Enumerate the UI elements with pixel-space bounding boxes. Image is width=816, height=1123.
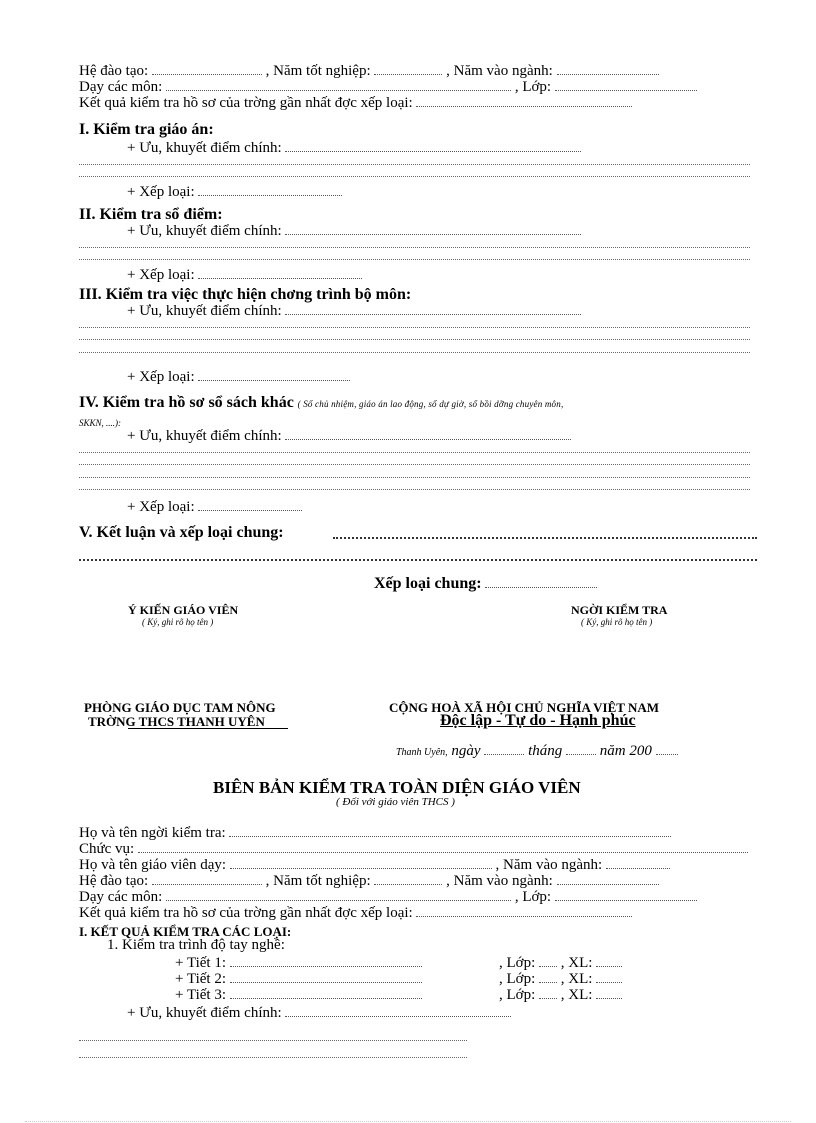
- section-1-pros-label: + Ưu, khuyết điểm chính:: [127, 140, 282, 156]
- training-line: [79, 64, 659, 79]
- overall-rank-blank[interactable]: [485, 578, 597, 588]
- nation-line-2: Độc lập - Tự do - Hạnh phúc: [440, 712, 636, 729]
- class-label-2: , Lớp:: [514, 889, 552, 905]
- month-blank[interactable]: [566, 745, 596, 755]
- day-label: ngày: [451, 743, 481, 759]
- results-rule-2[interactable]: [79, 1057, 467, 1058]
- school-result-blank-2[interactable]: [416, 907, 632, 917]
- results-rule-1[interactable]: [79, 1040, 467, 1041]
- section-1-pros-blank[interactable]: [285, 142, 581, 152]
- school-result-line-2: [79, 906, 632, 921]
- class-label: , Lớp:: [514, 79, 552, 95]
- position-line: [79, 842, 748, 857]
- lesson-3-label: + Tiết 3:: [175, 987, 226, 1003]
- section-3-rank-blank[interactable]: [198, 371, 350, 381]
- lesson-1-class: [499, 956, 622, 971]
- nation-line-1: CỘNG HOÀ XÃ HỘI CHỦ NGHĨA VIỆT NAM: [389, 700, 660, 715]
- section-4-note-2: SKKN, ....):: [79, 418, 122, 428]
- section-4-pros-line: [127, 429, 571, 444]
- lesson-1-class-label: , Lớp:: [499, 955, 536, 971]
- lesson-3-class-label: , Lớp:: [499, 987, 536, 1003]
- grad-year-label-2: , Năm tốt nghiệp:: [265, 873, 371, 889]
- inspector-name-blank[interactable]: [229, 827, 671, 837]
- section-2-pros-label: + Ưu, khuyết điểm chính:: [127, 223, 282, 239]
- results-pros-label: + Ưu, khuyết điểm chính:: [127, 1005, 282, 1021]
- year-label: năm 200: [599, 743, 652, 759]
- results-title: I. KẾT QUẢ KIỂM TRA CÁC LOẠI:: [79, 924, 292, 939]
- results-pros-line: [127, 1006, 511, 1021]
- lesson-3-line: [175, 988, 422, 1003]
- skill-item: 1. Kiểm tra trình độ tay nghề:: [107, 937, 285, 953]
- section-4-rule-2[interactable]: [79, 464, 750, 465]
- subjects-blank-2[interactable]: [166, 891, 511, 901]
- teacher-name-blank[interactable]: [230, 859, 492, 869]
- inspector-title: NGỜI KIỂM TRA: [571, 603, 668, 617]
- section-4-pros-blank[interactable]: [285, 430, 571, 440]
- section-2-pros-blank[interactable]: [285, 225, 581, 235]
- lesson-2-xl-blank[interactable]: [596, 973, 622, 983]
- section-5-line: [79, 525, 284, 541]
- start-year-label: , Năm vào ngành:: [446, 63, 553, 79]
- section-5-title: V. Kết luận và xếp loại chung:: [79, 524, 284, 541]
- year-blank[interactable]: [656, 745, 678, 755]
- lesson-2-line: [175, 972, 422, 987]
- training-blank[interactable]: [152, 65, 262, 75]
- class-blank[interactable]: [555, 81, 697, 91]
- org-line-1: PHÒNG GIÁO DỤC TAM NÔNG: [84, 700, 276, 715]
- subjects-line: [79, 80, 697, 95]
- place-label: Thanh Uyên,: [396, 747, 448, 758]
- section-3-pros-blank[interactable]: [285, 305, 581, 315]
- section-2-rank-blank[interactable]: [198, 269, 362, 279]
- school-result-line: [79, 96, 632, 111]
- position-label: Chức vụ:: [79, 841, 135, 857]
- teacher-name-line: [79, 858, 670, 873]
- results-pros-blank[interactable]: [285, 1007, 511, 1017]
- section-4-title: IV. Kiểm tra hồ sơ sổ sách khác: [79, 394, 294, 411]
- section-3-rule-2[interactable]: [79, 339, 750, 340]
- teacher-name-label: Họ và tên giáo viên dạy:: [79, 857, 227, 873]
- section-4-rank-blank[interactable]: [198, 501, 302, 511]
- subjects-line-2: [79, 890, 697, 905]
- day-blank[interactable]: [484, 745, 524, 755]
- section-4-pros-label: + Ưu, khuyết điểm chính:: [127, 428, 282, 444]
- grad-year-blank[interactable]: [374, 65, 442, 75]
- section-5-rule-2[interactable]: [79, 559, 757, 561]
- section-1-rank-blank[interactable]: [198, 186, 342, 196]
- school-result-label: Kết quả kiểm tra hồ sơ của trờng gần nhất đợc xếp loại:: [79, 95, 413, 111]
- section-4-title-line: [79, 395, 563, 412]
- section-3-title: III. Kiểm tra việc thực hiện chơng trình bộ môn:: [79, 286, 412, 303]
- teacher-sign-note: ( Ký, ghi rõ họ tên ): [142, 617, 214, 627]
- position-blank[interactable]: [138, 843, 748, 853]
- section-2-rank-label: + Xếp loại:: [127, 267, 195, 283]
- subjects-label: Dạy các môn:: [79, 79, 163, 95]
- section-3-rank-line: [127, 370, 350, 385]
- section-2-rule-2[interactable]: [79, 259, 750, 260]
- lesson-3-xl-blank[interactable]: [596, 989, 622, 999]
- org-line-2: TRỜNG THCS THANH UYÊN: [88, 714, 265, 729]
- training-line-2: [79, 874, 659, 889]
- lesson-1-xl-blank[interactable]: [596, 957, 622, 967]
- teacher-years-label: , Năm vào ngành:: [495, 857, 603, 873]
- training-blank-2[interactable]: [152, 875, 262, 885]
- document-title: BIÊN BẢN KIỂM TRA TOÀN DIỆN GIÁO VIÊN: [213, 778, 581, 797]
- lesson-1-blank[interactable]: [230, 957, 422, 967]
- teacher-years-blank[interactable]: [606, 859, 670, 869]
- section-1-rank-line: [127, 185, 342, 200]
- document-subtitle: ( Đối với giáo viên THCS ): [336, 796, 455, 808]
- section-1-rule-1[interactable]: [79, 164, 750, 165]
- section-1-rule-2[interactable]: [79, 176, 750, 177]
- start-year-blank[interactable]: [557, 65, 659, 75]
- lesson-3-blank[interactable]: [230, 989, 422, 999]
- start-year-label-2: , Năm vào ngành:: [446, 873, 553, 889]
- inspector-name-line: [79, 826, 671, 841]
- subjects-blank[interactable]: [166, 81, 511, 91]
- date-line: [396, 744, 678, 760]
- school-result-label-2: Kết quả kiểm tra hồ sơ của trờng gần nhất đợc xếp loại:: [79, 905, 413, 921]
- start-year-blank-2[interactable]: [557, 875, 659, 885]
- lesson-2-class: [499, 972, 622, 987]
- section-4-rank-line: [127, 500, 302, 515]
- overall-rank-label: Xếp loại chung:: [374, 575, 482, 592]
- org-underline: [128, 728, 288, 729]
- page-footer-rule: [25, 1121, 791, 1122]
- section-1-pros-line: [127, 141, 581, 156]
- section-5-rule-1[interactable]: [333, 537, 757, 539]
- section-4-rule-1[interactable]: [79, 452, 750, 453]
- section-2-rank-line: [127, 268, 362, 283]
- inspector-sign-note: ( Ký, ghi rõ họ tên ): [581, 617, 653, 627]
- section-1-title: I. Kiểm tra giáo án:: [79, 121, 214, 138]
- lesson-2-class-label: , Lớp:: [499, 971, 536, 987]
- section-4-rule-4[interactable]: [79, 489, 750, 490]
- section-2-pros-line: [127, 224, 581, 239]
- class-blank-2[interactable]: [555, 891, 697, 901]
- section-3-rule-3[interactable]: [79, 352, 750, 353]
- section-4-rule-3[interactable]: [79, 477, 750, 478]
- school-result-blank[interactable]: [416, 97, 632, 107]
- lesson-3-class-blank[interactable]: [539, 989, 557, 999]
- lesson-1-line: [175, 956, 422, 971]
- section-3-pros-line: [127, 304, 581, 319]
- subjects-label-2: Dạy các môn:: [79, 889, 163, 905]
- section-1-rank-label: + Xếp loại:: [127, 184, 195, 200]
- section-2-rule-1[interactable]: [79, 247, 750, 248]
- teacher-opinion-title: Ý KIẾN GIÁO VIÊN: [128, 603, 239, 617]
- lesson-2-label: + Tiết 2:: [175, 971, 226, 987]
- grad-year-blank-2[interactable]: [374, 875, 442, 885]
- grad-year-label: , Năm tốt nghiệp:: [265, 63, 371, 79]
- lesson-3-class: [499, 988, 622, 1003]
- lesson-2-xl-label: , XL:: [560, 971, 593, 987]
- section-3-pros-label: + Ưu, khuyết điểm chính:: [127, 303, 282, 319]
- lesson-1-class-blank[interactable]: [539, 957, 557, 967]
- section-3-rule-1[interactable]: [79, 327, 750, 328]
- lesson-2-blank[interactable]: [230, 973, 422, 983]
- section-2-title: II. Kiểm tra sổ điểm:: [79, 206, 223, 223]
- lesson-1-xl-label: , XL:: [560, 955, 593, 971]
- lesson-1-label: + Tiết 1:: [175, 955, 226, 971]
- training-label-2: Hệ đào tạo:: [79, 873, 149, 889]
- section-4-note: ( Sổ chủ nhiệm, giáo án lao động, sổ dự giờ, sổ bồi dỡng chuyên môn,: [297, 399, 564, 409]
- overall-rank-line: [374, 576, 597, 592]
- section-3-rank-label: + Xếp loại:: [127, 369, 195, 385]
- lesson-2-class-blank[interactable]: [539, 973, 557, 983]
- training-label: Hệ đào tạo:: [79, 63, 149, 79]
- section-4-rank-label: + Xếp loại:: [127, 499, 195, 515]
- lesson-3-xl-label: , XL:: [560, 987, 593, 1003]
- month-label: tháng: [528, 743, 563, 759]
- inspector-name-label: Họ và tên ngời kiểm tra:: [79, 825, 226, 841]
